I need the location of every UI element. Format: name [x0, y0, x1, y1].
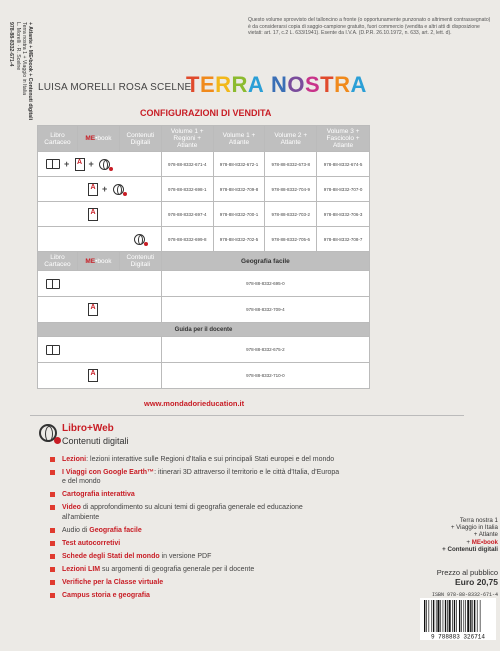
list-item: I Viaggi con Google Earth™: itinerari 3D attraverso il territorio e le città d'Italia, d'Europa e del mondo	[50, 468, 340, 487]
isbn-cell: 978-88-8332-706-3	[317, 202, 370, 227]
brand-letter: A	[247, 72, 265, 97]
book-icon	[46, 345, 60, 355]
table-row	[38, 152, 370, 177]
header-vol1b: Volume 1 + Atlante	[213, 126, 265, 152]
isbn-cell: 978-88-8332-695-0	[161, 271, 369, 297]
row-icons	[38, 297, 162, 323]
spine-isbn: 978-88-8332-671-4	[8, 22, 14, 67]
header-contenuti: Contenuti Digitali	[119, 126, 161, 152]
table-guida-row	[38, 323, 370, 337]
table-row	[38, 202, 370, 227]
list-item: Schede degli Stati del mondo in versione PDF	[50, 552, 340, 561]
row-icons: + A +	[38, 152, 162, 177]
legal-notice: Questo volume sprovvisto del talloncino a fronte (o opportunamente punzonato o altrimenti contrassegnato) è da considerarsi copia di saggio-campione gratuito, fuori commercio (vendita e altri atti di disposizione vietati: art. 17, c.2 L. 633/1941). Esente da I.V.A. (D.P.R. 26.10.1972, n. 633, art. 2, lett. d).	[248, 17, 491, 37]
row-icons	[38, 227, 162, 252]
isbn-cell: 978-88-8332-698-1	[161, 177, 213, 202]
globe-icon	[99, 159, 110, 170]
table-row	[38, 177, 370, 202]
table-subheader-row	[38, 252, 370, 271]
list-item: Cartografia interattiva	[50, 490, 340, 499]
isbn-cell: 978-88-8332-705-6	[265, 227, 317, 252]
header-mebook: ME•book	[77, 126, 119, 152]
brand-letter: O	[287, 72, 305, 97]
mebook-icon	[88, 208, 98, 221]
libroweb-subtitle: Contenuti digitali	[62, 436, 129, 446]
book-icon	[46, 159, 60, 169]
price-label: Prezzo al pubblico	[436, 568, 498, 577]
isbn-cell: 978-88-8332-708-7	[317, 227, 370, 252]
row-icons	[38, 337, 162, 363]
spine-title-extra: + Atlante + ME•book + Contenuti digitali	[27, 22, 33, 121]
row-icons: A+	[38, 177, 162, 202]
header-mebook: ME•book	[77, 252, 119, 271]
product-description	[432, 517, 498, 553]
spine-title: Terra nostra 1 + Viaggio in Italia	[21, 22, 27, 96]
header-libro: Libro Cartaceo	[38, 252, 78, 271]
libroweb-title: Libro+Web	[62, 423, 114, 434]
isbn-cell: 978-88-8332-703-2	[265, 202, 317, 227]
price-value: Euro 20,75	[455, 577, 498, 587]
table-row	[38, 337, 370, 363]
table-row	[38, 227, 370, 252]
authors: LUISA MORELLI ROSA SCELNE	[38, 82, 192, 93]
isbn-cell: 978-88-8332-674-5	[317, 152, 370, 177]
brand-letter: T	[320, 72, 335, 97]
list-item: Lezioni: lezioni interattive sulle Regioni d'Italia e sui principali Stati europei e del mondo	[50, 455, 340, 464]
header-contenuti: Contenuti Digitali	[119, 252, 161, 271]
isbn-cell: 978-88-8332-673-8	[265, 152, 317, 177]
isbn-label: ISBN 978-88-8332-671-4	[431, 592, 498, 598]
barcode	[420, 598, 496, 640]
header-vol2: Volume 2 + Atlante	[265, 126, 317, 152]
row-icons	[38, 271, 162, 297]
brand-letter: R	[334, 72, 351, 97]
mebook-icon	[75, 158, 85, 171]
mebook-icon	[88, 183, 98, 196]
list-item: Campus storia e geografia	[50, 591, 340, 600]
row-icons	[38, 363, 162, 389]
brand-letter	[264, 72, 271, 97]
header-vol1a: Volume 1 + Regioni + Atlante	[161, 126, 213, 152]
features-list	[50, 455, 340, 604]
isbn-cell: 978-88-8332-707-0	[317, 177, 370, 202]
header-vol3: Volume 3 + Fascicolo + Atlante	[317, 126, 370, 152]
list-item: Test autocorretivi	[50, 539, 340, 548]
product-line: + Atlante	[473, 531, 498, 539]
barcode-digits: 9 788883 326714	[430, 633, 486, 640]
header-libro: Libro Cartaceo	[38, 126, 78, 152]
brand-letter: R	[231, 72, 248, 97]
mebook-icon	[88, 369, 98, 382]
isbn-cell: 978-88-8332-700-1	[213, 202, 265, 227]
config-title: CONFIGURAZIONI DI VENDITA	[140, 108, 272, 118]
website-link[interactable]: www.mondadorieducation.it	[144, 399, 245, 408]
product-line: + Viaggio in Italia	[450, 524, 498, 532]
book-icon	[46, 279, 60, 289]
guida-title: Guida per il docente	[38, 323, 370, 337]
isbn-cell: 978-88-8332-672-1	[213, 152, 265, 177]
table-row	[38, 297, 370, 323]
globe-icon	[113, 184, 124, 195]
brand-logo	[186, 72, 367, 98]
table-row	[38, 363, 370, 389]
table-row	[38, 271, 370, 297]
brand-letter: R	[215, 72, 232, 97]
isbn-cell: 978-88-8332-704-9	[265, 177, 317, 202]
isbn-cell: 978-88-8332-709-4	[161, 297, 369, 323]
spine-authors: L. Morelli · R. Scelne	[15, 22, 21, 71]
table-header-row	[38, 126, 370, 152]
configurations-table	[37, 125, 370, 389]
brand-letter: A	[350, 72, 367, 97]
isbn-cell: 978-88-8332-671-4	[161, 152, 213, 177]
divider	[30, 415, 464, 416]
list-item: Verifiche per la Classe virtuale	[50, 578, 340, 587]
list-item: Audio di Geografia facile	[50, 526, 340, 535]
brand-letter: N	[270, 72, 288, 97]
list-item: Video di approfondimento su alcuni temi di geografia generale ed educazione all'ambiente	[50, 503, 340, 522]
brand-letter: E	[199, 72, 216, 97]
brand-letter: S	[304, 72, 321, 97]
mebook-icon	[88, 303, 98, 316]
row-icons	[38, 202, 162, 227]
isbn-cell: 978-88-8332-675-2	[161, 337, 369, 363]
libroweb-globe-icon	[39, 424, 57, 442]
product-line: Terra nostra 1	[459, 517, 498, 524]
isbn-cell: 978-88-8332-697-4	[161, 202, 213, 227]
isbn-cell: 978-88-8332-709-8	[213, 177, 265, 202]
globe-icon	[134, 234, 145, 245]
header-geografia: Geografia facile	[161, 252, 369, 271]
product-line: + Contenuti digitali	[442, 545, 498, 553]
isbn-cell: 978-88-8332-699-8	[161, 227, 213, 252]
list-item: Lezioni LIM su argomenti di geografia generale per il docente	[50, 565, 340, 574]
isbn-cell: 978-88-8332-710-0	[161, 363, 369, 389]
product-line: + ME•book	[466, 538, 498, 546]
brand-letter: T	[186, 72, 200, 97]
isbn-cell: 978-88-8332-702-5	[213, 227, 265, 252]
